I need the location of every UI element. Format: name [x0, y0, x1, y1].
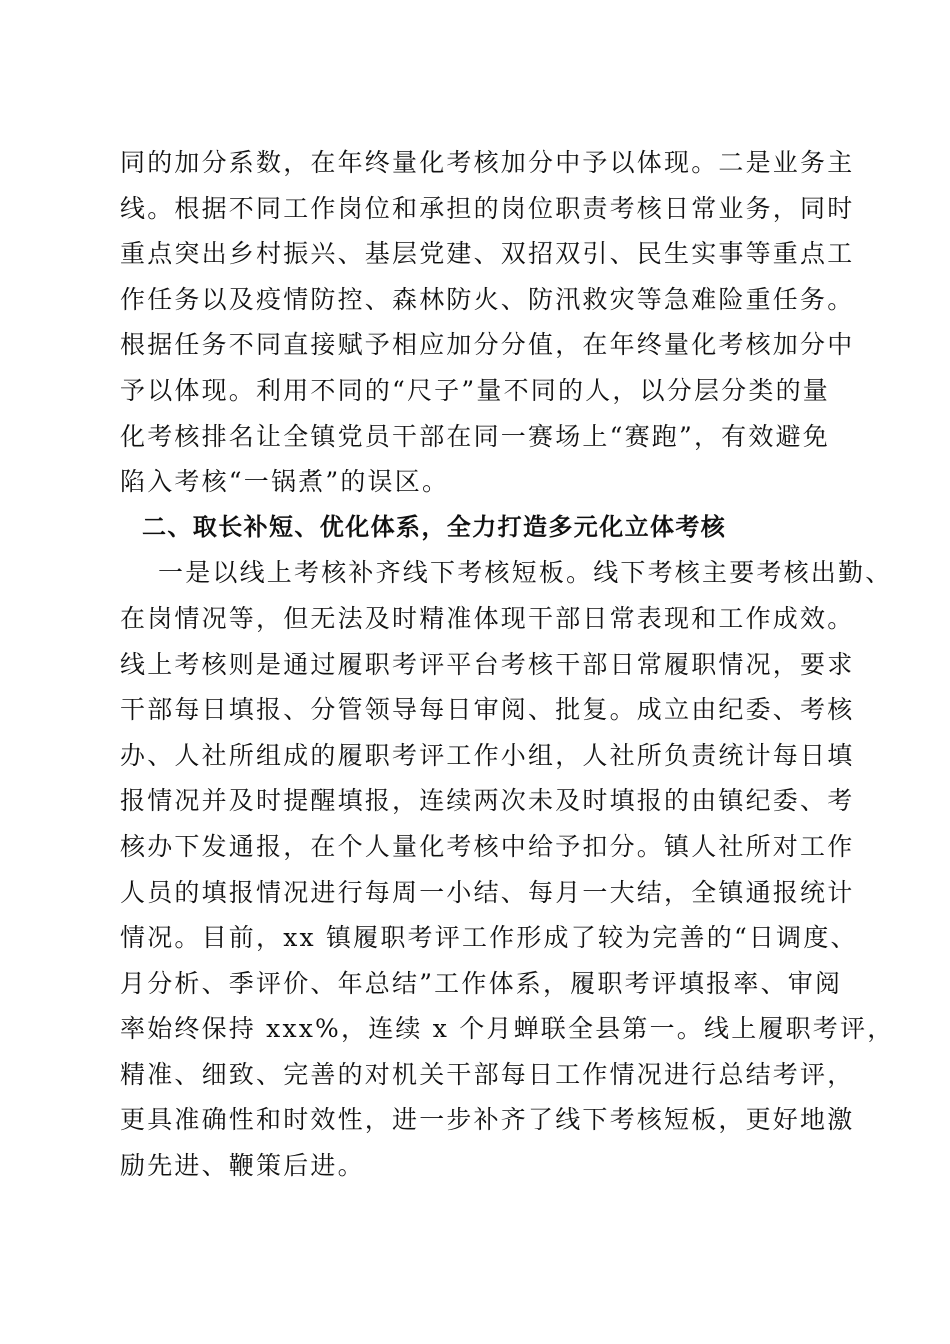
paragraph-line: 重点突出乡村振兴、基层党建、双招双引、民生实事等重点工	[120, 239, 855, 269]
paragraph-line: 报情况并及时提醒填报，连续两次未及时填报的由镇纪委、考	[120, 786, 855, 816]
paragraph-line: 精准、细致、完善的对机关干部每日工作情况进行总结考评，	[120, 1059, 855, 1089]
paragraph-line: 率始终保持 xxx%，连续 x 个月蝉联全县第一。线上履职考评，	[120, 1014, 895, 1044]
paragraph-line: 根据任务不同直接赋予相应加分分值，在年终量化考核加分中	[120, 330, 855, 360]
paragraph-line: 在岗情况等，但无法及时精准体现干部日常表现和工作成效。	[120, 603, 855, 633]
paragraph-line: 一是以线上考核补齐线下考核短板。线下考核主要考核出勤、	[158, 558, 893, 588]
paragraph-line: 励先进、鞭策后进。	[120, 1151, 365, 1181]
paragraph-line: 核办下发通报，在个人量化考核中给予扣分。镇人社所对工作	[120, 831, 855, 861]
paragraph-line: 线上考核则是通过履职考评平台考核干部日常履职情况，要求	[120, 649, 855, 679]
document-body	[120, 140, 895, 1189]
paragraph-line: 干部每日填报、分管领导每日审阅、批复。成立由纪委、考核	[120, 695, 855, 725]
paragraph-line: 线。根据不同工作岗位和承担的岗位职责考核日常业务，同时	[120, 193, 855, 223]
paragraph-2	[120, 550, 895, 1188]
section-heading: 二、取长补短、优化体系，全力打造多元化立体考核	[142, 512, 727, 541]
paragraph-line: 办、人社所组成的履职考评工作小组，人社所负责统计每日填	[120, 740, 855, 770]
paragraph-line: 月分析、季评价、年总结”工作体系，履职考评填报率、审阅	[120, 968, 843, 998]
paragraph-line: 同的加分系数，在年终量化考核加分中予以体现。二是业务主	[120, 148, 855, 177]
paragraph-line: 予以体现。利用不同的“尺子”量不同的人，以分层分类的量	[120, 375, 830, 405]
paragraph-line: 更具准确性和时效性，进一步补齐了线下考核短板，更好地激	[120, 1105, 855, 1135]
paragraph-line: 化考核排名让全镇党员干部在同一赛场上“赛跑”，有效避免	[120, 421, 830, 451]
paragraph-line: 人员的填报情况进行每周一小结、每月一大结，全镇通报统计	[120, 877, 855, 907]
paragraph-line: 情况。目前，xx 镇履职考评工作形成了较为完善的“日调度、	[120, 923, 858, 953]
paragraph-1	[120, 140, 855, 505]
paragraph-line: 作任务以及疫情防控、森林防火、防汛救灾等急难险重任务。	[120, 284, 855, 314]
paragraph-line: 陷入考核“一锅煮”的误区。	[120, 467, 450, 497]
